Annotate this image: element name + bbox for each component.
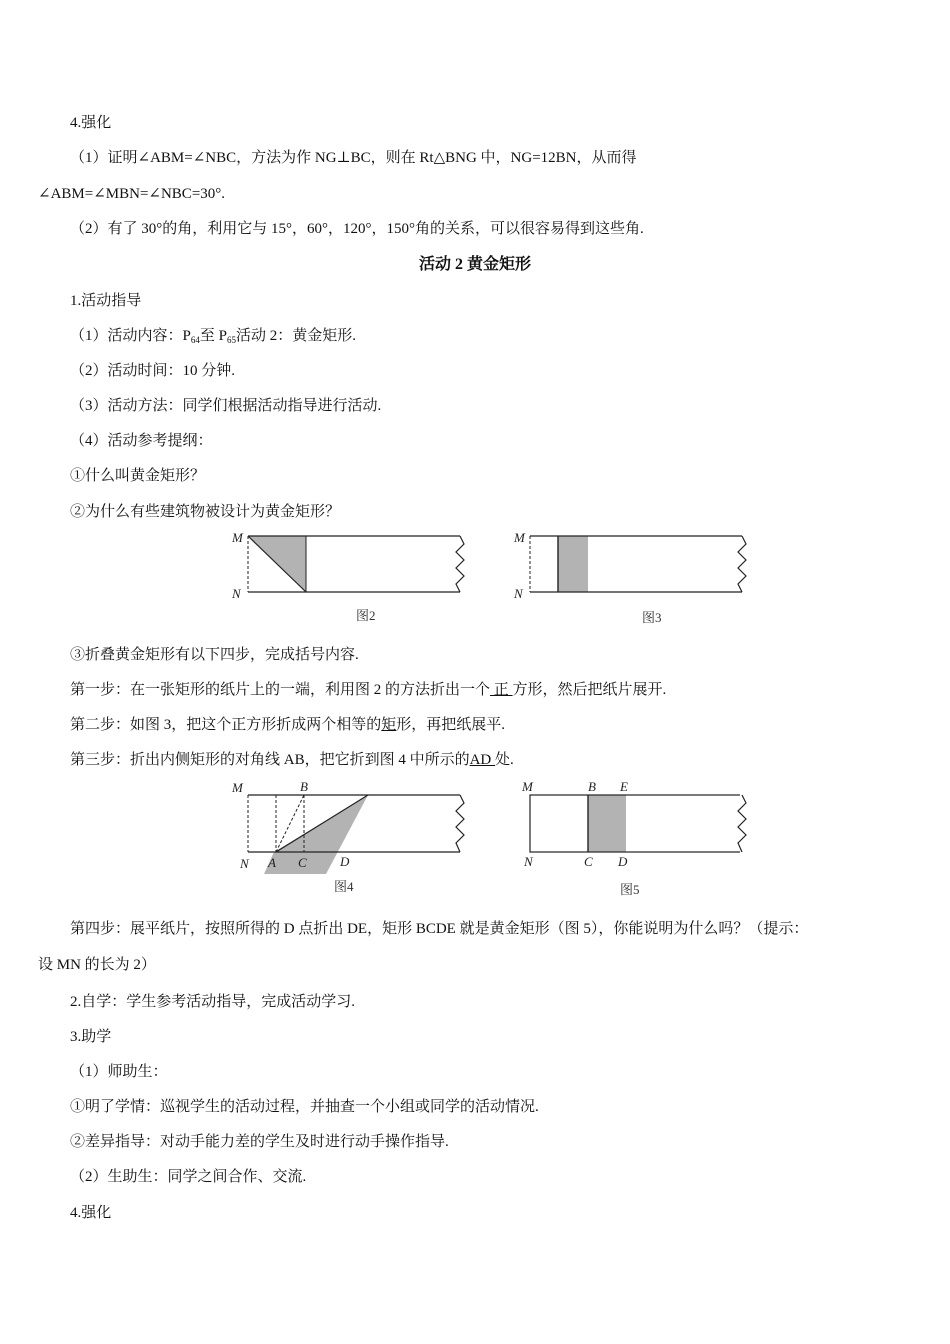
guide-heading: 1.活动指导 [70, 293, 142, 309]
fig5-label-e: E [620, 779, 628, 794]
fig5-label-c: C [584, 854, 593, 869]
help-heading: 3.助学 [70, 1029, 112, 1045]
step-3-answer: AD [469, 752, 496, 768]
step-4-line-1: 第四步：展平纸片，按照所得的 D 点折出 DE，矩形 BCDE 就是黄金矩形（图 5），你能说明为什么吗？（提示： [70, 921, 809, 937]
teacher-help: （1）师助生： [70, 1064, 168, 1080]
fig4-label-d: D [340, 854, 350, 869]
self-study: 2.自学：学生参考活动指导，完成活动学习. [70, 994, 356, 1010]
fig4-label-c: C [298, 855, 307, 870]
activity-content: （1）活动内容：$P_{64}$至 $P_{65}$活动 2：黄金矩形. [70, 328, 356, 345]
step-2-answer: 矩 [381, 717, 397, 733]
fig3-caption: 图3 [642, 610, 662, 625]
figure-3 [510, 528, 760, 628]
fig4-label-a: A [268, 855, 276, 870]
step-1: 第一步：在一张矩形的纸片上的一端，利用图 2 的方法折出一个 正 方形，然后把纸片展开. [70, 682, 667, 698]
figure-5 [510, 778, 760, 898]
peer-help: （2）生助生：同学之间合作、交流. [70, 1169, 307, 1185]
fig5-caption: 图5 [620, 882, 640, 897]
fig2-label-m: M [232, 530, 243, 545]
fig4-shaded-triangle [264, 795, 368, 874]
fig5-shaded-rect [588, 795, 626, 852]
activity-title: 活动 2 黄金矩形 [418, 256, 531, 273]
paragraph-angles: （2）有了 30°的角，利用它与 15°，60°，120°，150°角的关系，可以很容易得到这些角. [70, 221, 644, 237]
step-2: 第二步：如图 3，把这个正方形折成两个相等的矩形，再把纸展平. [70, 717, 506, 733]
fig5-label-d: D [618, 854, 628, 869]
paragraph-proof-start: （1）证明∠ABM=∠NBC，方法为作 NG⊥BC，则在 Rt△BNG 中，NG=12BN，从而得 [70, 150, 637, 166]
section-heading-strengthen: 4.强化 [70, 115, 112, 131]
fig4-caption: 图4 [334, 879, 354, 894]
step-1-answer: 正 [490, 682, 513, 698]
fig4-label-b: B [300, 779, 308, 794]
question-2: ②为什么有些建筑物被设计为黄金矩形？ [70, 504, 341, 520]
strengthen-heading: 4.强化 [70, 1205, 112, 1221]
step-3: 第三步：折出内侧矩形的对角线 AB，把它折到图 4 中所示的AD 处. [70, 752, 514, 768]
fig3-label-m: M [514, 530, 525, 545]
teacher-item-2: ②差异指导：对动手能力差的学生及时进行动手操作指导. [70, 1134, 449, 1150]
fig4-label-m: M [232, 780, 243, 795]
fig2-label-n: N [232, 586, 241, 601]
teacher-item-1: ①明了学情：巡视学生的活动过程，并抽查一个小组或同学的活动情况. [70, 1099, 539, 1115]
paragraph-proof-end: ∠ABM=∠MBN=∠NBC=30°. [38, 186, 226, 202]
fig5-label-m: M [522, 779, 533, 794]
activity-time: （2）活动时间：10 分钟. [70, 363, 236, 379]
question-1: ①什么叫黄金矩形？ [70, 468, 206, 484]
fig4-label-n: N [240, 856, 249, 871]
step-4-line-2: 设 MN 的长为 2） [38, 957, 156, 973]
fig2-caption: 图2 [356, 608, 376, 623]
fig3-label-n: N [514, 586, 523, 601]
question-3: ③折叠黄金矩形有以下四步，完成括号内容. [70, 647, 359, 663]
figure-2 [228, 528, 478, 628]
activity-method: （3）活动方法：同学们根据活动指导进行活动. [70, 398, 382, 414]
fig5-label-n: N [524, 854, 533, 869]
figure-4 [228, 778, 478, 898]
fig3-shaded-rect [558, 536, 588, 592]
fig5-label-b: B [588, 779, 596, 794]
activity-outline: （4）活动参考提纲： [70, 433, 213, 449]
